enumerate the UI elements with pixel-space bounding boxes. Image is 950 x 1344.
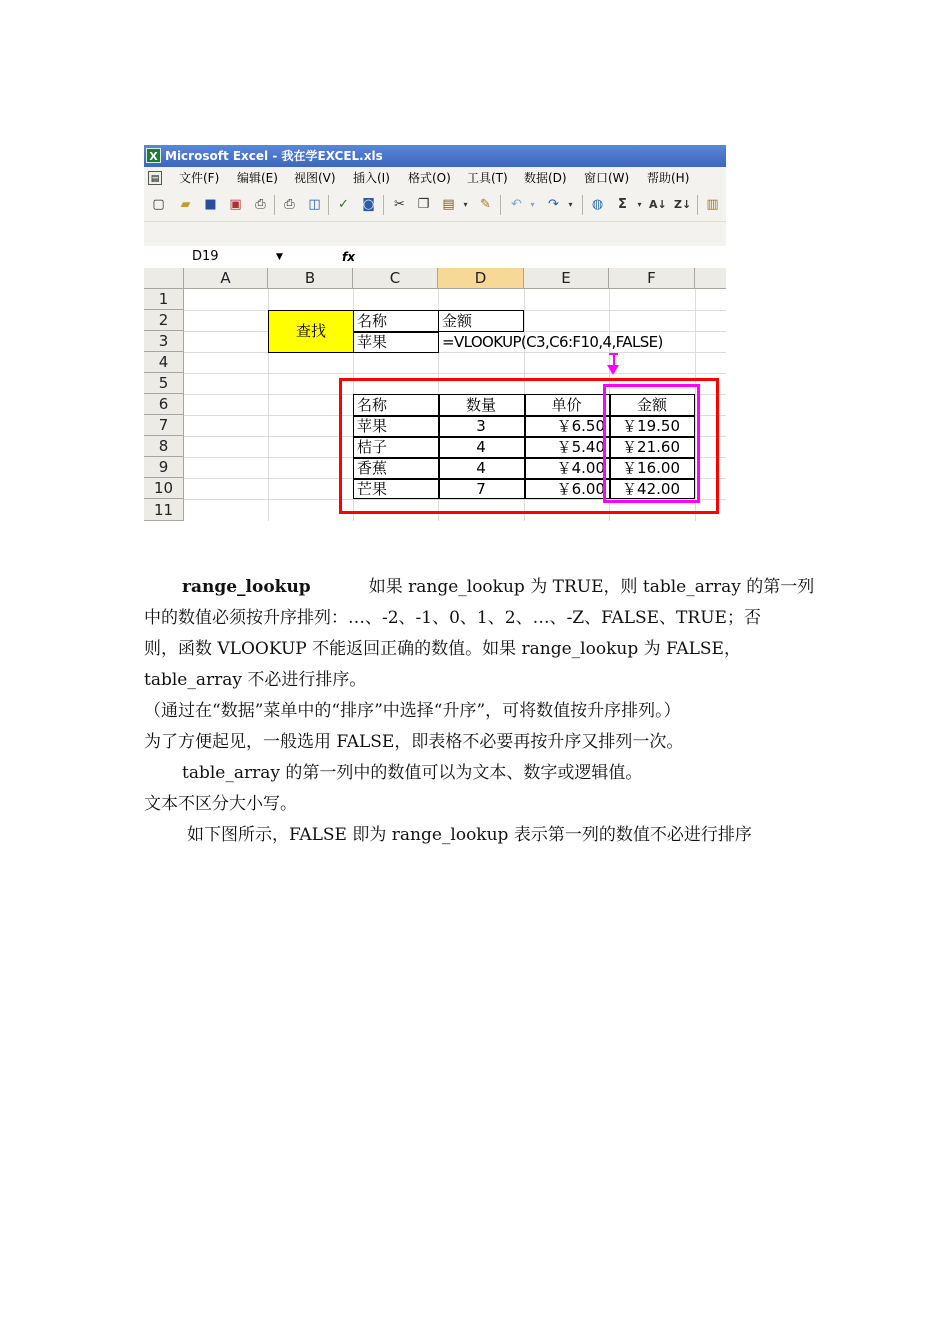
row-header-4[interactable]: 4 (144, 352, 184, 373)
table-cell-qty-2[interactable]: 4 (476, 438, 486, 456)
paragraph-line-4: table_array 不必进行排序。 (144, 670, 367, 690)
undo-dropdown-icon[interactable]: ▾ (530, 200, 535, 209)
paragraph-line-2: 中的数值必须按升序排列：…、-2、-1、0、1、2、…、-Z、FALSE、TRUE；否 (144, 608, 761, 628)
open-icon[interactable]: ▰ (180, 197, 191, 212)
row-header-6[interactable]: 6 (144, 394, 184, 415)
name-box-value: D19 (192, 249, 219, 264)
excel-screenshot (144, 145, 726, 521)
cut-icon[interactable]: ✂ (394, 197, 405, 212)
chart-icon[interactable]: ▥ (706, 197, 719, 212)
row-header-3[interactable]: 3 (144, 331, 184, 352)
menu-view[interactable]: 视图(V) (294, 171, 336, 185)
row-header-1[interactable]: 1 (144, 289, 184, 310)
table-cell-amount-1[interactable]: ￥19.50 (622, 417, 680, 435)
table-cell-name-3[interactable]: 香蕉 (357, 459, 388, 477)
paragraph-line-7: table_array 的第一列中的数值可以为文本、数字或逻辑值。 (182, 763, 643, 783)
formula-cell[interactable]: =VLOOKUP(C3,C6:F10,4,FALSE) (442, 333, 663, 351)
term-range-lookup: range_lookup (182, 577, 311, 597)
standard-toolbar (144, 189, 726, 222)
row-header-9[interactable]: 9 (144, 457, 184, 478)
check-icon[interactable]: ◙ (362, 197, 375, 212)
menu-bar (144, 167, 726, 189)
function-icon[interactable]: fx (342, 250, 355, 264)
worksheet-grid (144, 268, 726, 521)
table-cell-price-3[interactable]: ￥4.00 (556, 459, 605, 477)
formula-bar (144, 246, 726, 268)
table-cell-price-2[interactable]: ￥5.40 (556, 438, 605, 456)
lookup-header-name[interactable]: 名称 (357, 312, 388, 330)
menu-edit[interactable]: 编辑(E) (237, 171, 278, 185)
copy-icon[interactable]: ❐ (417, 197, 430, 212)
paragraph-line-8: 文本不区分大小写。 (144, 794, 297, 814)
line1-text: 如果 range_lookup 为 TRUE，则 table_array 的第一列 (368, 577, 815, 597)
row-header-8[interactable]: 8 (144, 436, 184, 457)
select-all-corner[interactable] (144, 268, 184, 289)
paste-dropdown-icon[interactable]: ▾ (463, 200, 468, 209)
menu-insert[interactable]: 插入(I) (353, 171, 390, 185)
toolbar-spacer (144, 222, 726, 246)
paragraph-line-5: （通过在“数据”菜单中的“排序”中选择“升序”，可将数值按升序排列。） (144, 701, 681, 721)
menu-format[interactable]: 格式(O) (408, 171, 451, 185)
lookup-header-amount[interactable]: 金额 (442, 312, 473, 330)
lookup-value-cell[interactable]: 苹果 (357, 333, 388, 351)
paragraph-line-3: 则，函数 VLOOKUP 不能返回正确的数值。如果 range_lookup 为 FALSE， (144, 639, 741, 659)
table-cell-amount-3[interactable]: ￥16.00 (622, 459, 680, 477)
search-label-cell[interactable]: 查找 (268, 310, 354, 353)
row-header-5[interactable]: 5 (144, 373, 184, 394)
save-icon[interactable]: ■ (204, 197, 217, 212)
menu-help[interactable]: 帮助(H) (647, 171, 690, 185)
spelling-icon[interactable]: ✓ (338, 197, 349, 212)
table-cell-amount-2[interactable]: ￥21.60 (622, 438, 680, 456)
window-title: Microsoft Excel - 我在学EXCEL.xls (165, 149, 383, 163)
table-cell-price-1[interactable]: ￥6.50 (556, 417, 605, 435)
table-cell-amount-4[interactable]: ￥42.00 (622, 480, 680, 498)
table-cell-qty-3[interactable]: 4 (476, 459, 486, 477)
undo-icon[interactable]: ↶ (511, 197, 522, 212)
sort-descending-icon[interactable]: Z↓ (674, 198, 692, 211)
table-cell-qty-4[interactable]: 7 (476, 480, 486, 498)
table-header-quantity[interactable]: 数量 (465, 396, 496, 414)
print-preview-icon[interactable]: ⎙ (284, 197, 295, 212)
chevron-down-icon[interactable]: ▼ (276, 252, 283, 262)
paste-icon[interactable]: ▤ (442, 197, 455, 212)
table-cell-qty-1[interactable]: 3 (476, 417, 486, 435)
amount-column-highlight (603, 384, 700, 503)
paragraph-line-6: 为了方便起见，一般选用 FALSE，即表格不必要再按升序又排列一次。 (144, 732, 684, 752)
row-header-11[interactable]: 11 (144, 499, 184, 521)
arrow-down-icon (607, 365, 619, 375)
name-box[interactable] (144, 246, 283, 268)
autosum-icon[interactable]: Σ (618, 197, 627, 212)
excel-icon: X (146, 148, 161, 163)
table-header-price[interactable]: 单价 (551, 396, 582, 414)
paragraph-line-9: 如下图所示，FALSE 即为 range_lookup 表示第一列的数值不必进行排序 (187, 825, 752, 845)
menu-file[interactable]: 文件(F) (179, 171, 220, 185)
column-header-a[interactable]: A (184, 268, 268, 289)
row-header-10[interactable]: 10 (144, 478, 184, 499)
redo-icon[interactable]: ↷ (548, 197, 559, 212)
column-header-c[interactable]: C (353, 268, 438, 289)
redo-dropdown-icon[interactable]: ▾ (568, 200, 573, 209)
title-bar (144, 145, 726, 167)
menu-data[interactable]: 数据(D) (524, 171, 567, 185)
menu-window[interactable]: 窗口(W) (584, 171, 630, 185)
format-painter-icon[interactable]: ✎ (480, 197, 491, 212)
column-header-d[interactable]: D (438, 268, 524, 289)
research-icon[interactable]: ◫ (308, 197, 321, 212)
table-cell-price-4[interactable]: ￥6.00 (556, 480, 605, 498)
table-cell-name-1[interactable]: 苹果 (357, 417, 388, 435)
row-header-7[interactable]: 7 (144, 415, 184, 436)
new-icon[interactable]: ▢ (152, 197, 165, 212)
table-cell-name-4[interactable]: 芒果 (357, 480, 388, 498)
row-header-2[interactable]: 2 (144, 310, 184, 331)
permission-icon[interactable]: ▣ (229, 197, 242, 212)
table-header-name[interactable]: 名称 (357, 396, 388, 414)
column-header-f[interactable]: F (609, 268, 695, 289)
table-header-amount[interactable]: 金额 (636, 396, 667, 414)
hyperlink-icon[interactable]: ◍ (591, 197, 604, 212)
table-cell-name-2[interactable]: 桔子 (357, 438, 388, 456)
column-header-b[interactable]: B (268, 268, 353, 289)
sort-ascending-icon[interactable]: A↓ (649, 198, 667, 211)
column-header-g[interactable] (695, 268, 726, 289)
menu-tools[interactable]: 工具(T) (467, 171, 508, 185)
paragraph-line-1 (182, 576, 814, 598)
autosum-dropdown-icon[interactable]: ▾ (637, 200, 642, 209)
column-header-e[interactable]: E (524, 268, 609, 289)
document-icon[interactable]: ▤ (148, 171, 162, 185)
print-icon[interactable]: ⎙ (255, 197, 266, 212)
